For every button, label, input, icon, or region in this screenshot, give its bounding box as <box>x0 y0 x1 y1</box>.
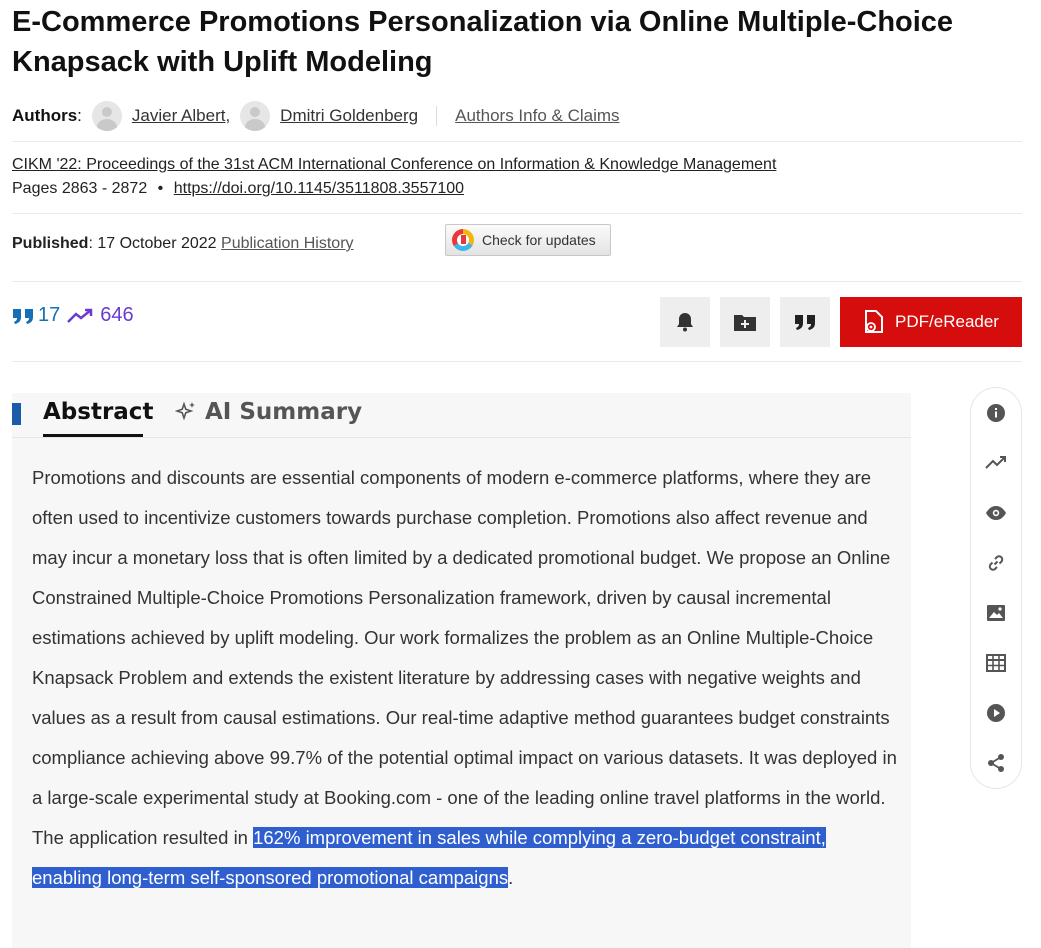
tables-button[interactable] <box>984 651 1008 675</box>
download-count: 646 <box>100 304 134 326</box>
metrics <box>12 304 134 327</box>
sparkle-icon <box>175 401 197 423</box>
authors-label: Authors <box>12 106 78 125</box>
published-label: Published <box>12 235 89 252</box>
table-icon <box>986 654 1006 672</box>
pdf-file-icon <box>863 310 885 334</box>
pdf-ereader-button[interactable] <box>840 297 1022 347</box>
info-icon <box>986 403 1006 423</box>
side-toolbar <box>970 387 1022 789</box>
play-icon <box>986 703 1006 723</box>
ai-summary-label: AI Summary <box>205 399 363 425</box>
doi-link[interactable]: https://doi.org/10.1145/3511808.3557100 <box>173 180 465 197</box>
published-row <box>12 232 354 256</box>
image-icon <box>986 604 1006 622</box>
avatar <box>240 101 270 131</box>
conference-info <box>12 153 776 201</box>
trending-icon <box>985 455 1007 471</box>
divider <box>12 361 1022 362</box>
published-colon: : <box>88 235 93 252</box>
conference-link[interactable]: CIKM '22: Proceedings of the 31st ACM International Conference on Information & Knowledge Management <box>12 156 777 173</box>
abstract-body: Promotions and discounts are essential components of modern e-commerce platforms, where they are often used to incentivize customers towards purchase completion. Promotions also affect revenue and may incur a monetary loss that is often limited by a dedicated promotional budget. We propose an Online Constrained Multiple-Choice Promotions Personalization framework, driven by causal incremental estimations achieved by uplift modeling. Our work formalizes the problem as an Online Multiple-Choice Knapsack Problem and extends the existent literature by addressing cases with negative weights and values as a result from causal estimations. Our real-time adaptive method guarantees budget constraints compliance achieving above 99.7% of the potential optimal impact on various datasets. It was deployed in a large-scale experimental study at Booking.com - one of the leading online travel platforms in the world. The application resulted in <box>32 467 897 848</box>
bullet: • <box>157 180 164 197</box>
alert-button[interactable] <box>660 297 710 347</box>
views-button[interactable] <box>984 501 1008 525</box>
published-date: 17 October 2022 <box>97 235 217 252</box>
author-link[interactable]: Javier Albert, <box>131 106 231 125</box>
trending-up-icon <box>66 307 94 325</box>
citation-quote-icon <box>12 307 34 325</box>
section-marker <box>12 403 21 425</box>
share-button[interactable] <box>984 751 1008 775</box>
metrics-button[interactable] <box>984 451 1008 475</box>
publication-history-link[interactable]: Publication History <box>221 235 354 252</box>
citation-count: 17 <box>38 304 61 326</box>
share-icon <box>986 753 1006 773</box>
pages: Pages 2863 - 2872 <box>12 180 148 197</box>
media-button[interactable] <box>984 701 1008 725</box>
divider <box>436 106 437 126</box>
tab-abstract[interactable]: Abstract <box>43 399 154 425</box>
bell-icon <box>676 312 694 332</box>
selected-text: 162% improvement in sales while complying a zero-budget constraint, enabling long-term self-sponsored promotional campaigns <box>32 827 826 888</box>
authors-row <box>12 100 620 132</box>
crossmark-icon <box>452 229 474 251</box>
check-updates-label: Check for updates <box>482 232 596 248</box>
add-to-binder-button[interactable] <box>720 297 770 347</box>
references-button[interactable] <box>984 551 1008 575</box>
check-for-updates-button[interactable] <box>445 224 611 256</box>
paper-title: E-Commerce Promotions Personalization via Online Multiple-Choice Knapsack with Uplift Modeling <box>12 6 954 78</box>
link-icon <box>986 553 1006 573</box>
pdf-label: PDF/eReader <box>895 312 999 331</box>
active-tab-indicator <box>43 434 143 437</box>
info-button[interactable] <box>984 401 1008 425</box>
add-folder-icon <box>733 312 757 332</box>
abstract-text <box>32 458 897 898</box>
cite-button[interactable] <box>780 297 830 347</box>
figures-button[interactable] <box>984 601 1008 625</box>
authors-info-link[interactable]: Authors Info & Claims <box>455 106 620 125</box>
divider <box>12 281 1022 282</box>
divider <box>12 213 1022 214</box>
avatar <box>92 101 122 131</box>
authors-colon: : <box>77 106 82 125</box>
author-link[interactable]: Dmitri Goldenberg <box>280 106 419 125</box>
quote-icon <box>794 313 816 331</box>
tab-ai-summary[interactable] <box>175 399 362 425</box>
abstract-end: . <box>508 867 514 888</box>
divider <box>12 141 1022 142</box>
eye-icon <box>985 505 1007 521</box>
